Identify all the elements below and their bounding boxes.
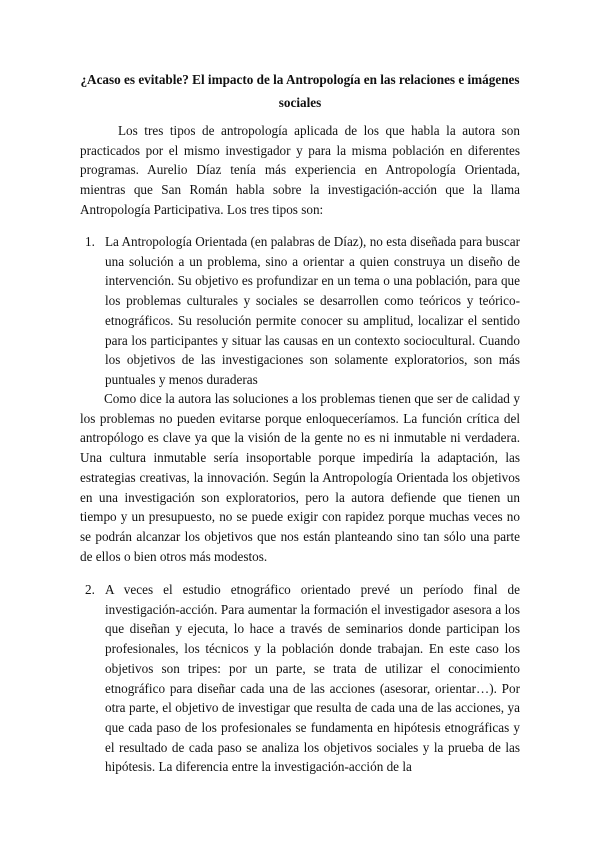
list-number-1: 1. — [85, 234, 95, 249]
list-number-2: 2. — [85, 582, 95, 597]
list-item-2 — [80, 580, 520, 777]
list-item-1 — [80, 232, 520, 390]
intro-paragraph: Los tres tipos de antropología aplicada de los que habla la autora son practicados por el mismo investigador y para la misma población en diferentes programas. Aurelio Díaz tenía más experiencia en Antropología Orientada, mientras que San Román habla sobre la investigación-acción que la llama Antropología Participativa. Los tres tipos son: — [80, 123, 520, 217]
middle-paragraph: Como dice la autora las soluciones a los problemas tienen que ser de calidad y los problemas no pueden evitarse porque enloqueceríamos. La función crítica del antropólogo es clave ya que la visión de la gente no es ni inmutable ni verdadera. Una cultura inmutable sería insoportable porque impediría la adaptación, las estrategias creativas, la innovación. Según la Antropología Orientada los objetivos en una investigación son exploratorios, pero la autora defiende que tienen un tiempo y un presupuesto, no se puede exigir con rapidez porque muchas veces no se podrán alcanzar los objetivos que nos están planteando sino tan sólo una parte de ellos o bien otros más modestos. — [80, 391, 520, 564]
document-title: ¿Acaso es evitable? El impacto de la Antropología en las relaciones e imágenes sociales — [80, 72, 520, 110]
list-text-1: La Antropología Orientada (en palabras de Díaz), no esta diseñada para buscar una solución a un problema, sino a orientar a quien construya un diseño de intervención. Su objetivo es profundizar en un tema o una población, para que los problemas culturales y sociales se desarrollen como teóricos y teórico-etnográficos. Su resolución permite conocer su amplitud, localizar el sentido para los participantes y situar las causas en un contexto sociocultural. Cuando los objetivos de las investigaciones son solamente exploratorios, son más puntuales y menos duraderas — [105, 234, 520, 387]
list-text-2: A veces el estudio etnográfico orientado prevé un período final de investigación-acción. Para aumentar la formación el investigador asesora a los que diseñan y ejecuta, lo hace a través de seminarios donde participan los profesionales, los técnicos y la población donde trabajan. En este caso los objetivos son tripes: por un parte, se trata de utilizar el conocimiento etnográfico para diseñar cada una de las acciones (asesorar, orientar…). Por otra parte, el objetivo de investigar que resulta de cada una de las acciones, ya que cada paso de los profesionales se fundamenta en hipótesis etnográficas y el resultado de cada paso se analiza los objetivos sociales y la prueba de las hipótesis. La diferencia entre la investigación-acción de la — [105, 582, 520, 775]
